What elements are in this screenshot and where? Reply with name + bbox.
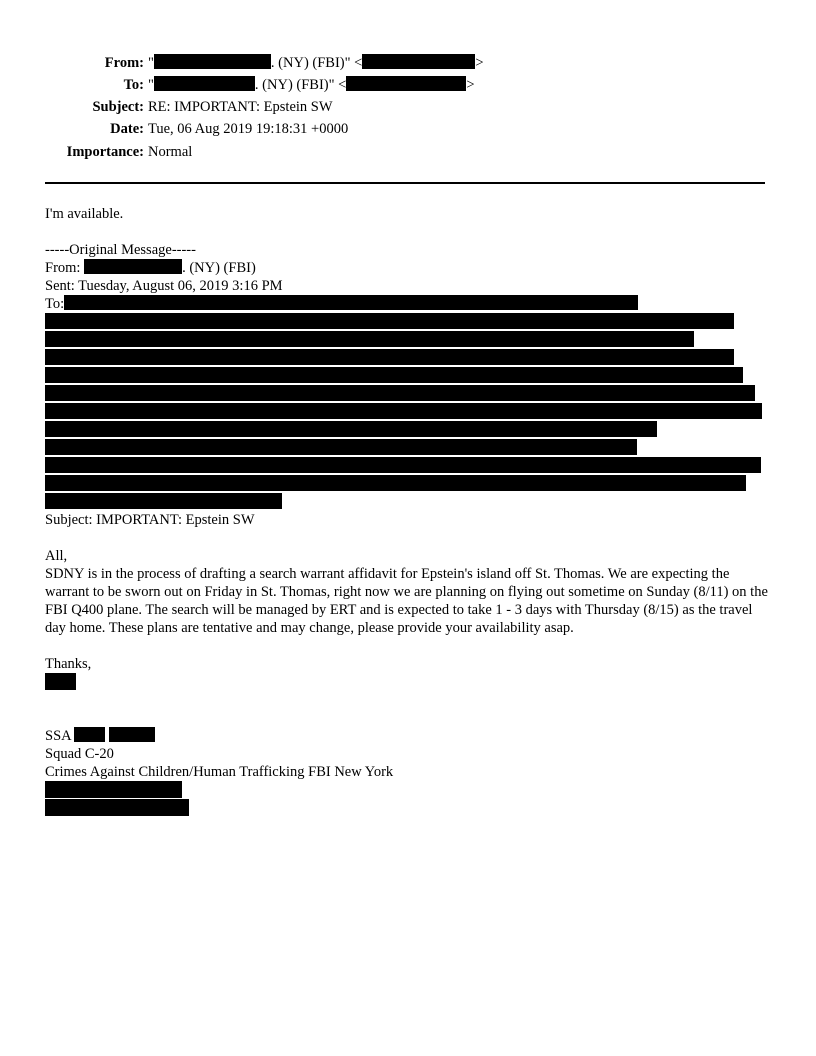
- redaction-block: [45, 367, 743, 383]
- original-from-line: From: . (NY) (FBI): [45, 260, 256, 276]
- original-subject-line: Subject: IMPORTANT: Epstein SW: [45, 512, 255, 528]
- header-to-label: To:: [123, 77, 144, 93]
- header-subject-row: [0, 98, 816, 116]
- redaction-box: [346, 76, 466, 91]
- original-sent-line: Sent: Tuesday, August 06, 2019 3:16 PM: [45, 278, 283, 294]
- redaction-block: [45, 331, 694, 347]
- redaction-block: [45, 673, 76, 690]
- header-subject-label: Subject:: [92, 99, 144, 115]
- redaction-block: [45, 781, 182, 798]
- signature-unit: Crimes Against Children/Human Trafficking FBI New York: [45, 764, 394, 780]
- header-divider: [45, 182, 765, 184]
- header-importance-label: Importance:: [66, 144, 144, 160]
- redaction-box: [74, 727, 105, 742]
- redaction-block: [45, 493, 282, 509]
- redaction-box: [154, 54, 271, 69]
- header-from-row: [0, 54, 816, 72]
- closing: Thanks,: [45, 656, 92, 672]
- redaction-box: [109, 727, 155, 742]
- original-message-divider: -----Original Message-----: [45, 242, 196, 258]
- header-date-label: Date:: [110, 121, 144, 137]
- header-to-row: [0, 76, 816, 94]
- signature-title-line: SSA: [45, 727, 775, 745]
- redaction-block: [45, 421, 657, 437]
- redaction-block: [45, 439, 637, 455]
- redaction-box: [154, 76, 255, 91]
- redaction-block: [45, 349, 734, 365]
- header-from-value: " . (NY) (FBI)" < >: [148, 55, 484, 71]
- greeting: All,: [45, 548, 68, 564]
- signature-squad: Squad C-20: [45, 746, 114, 762]
- header-from-label: From:: [104, 55, 144, 71]
- redaction-block: [45, 457, 761, 473]
- redaction-block: [45, 475, 746, 491]
- redaction-block: [45, 313, 734, 329]
- header-date-value: Tue, 06 Aug 2019 19:18:31 +0000: [148, 121, 349, 137]
- redaction-block: [45, 403, 762, 419]
- header-importance-row: [0, 143, 816, 161]
- header-importance-value: Normal: [148, 144, 193, 160]
- header-to-value: " . (NY) (FBI)" < >: [148, 77, 475, 93]
- message-body: SDNY is in the process of drafting a search warrant affidavit for Epstein's island off St. Thomas. We are expecting the warrant to be sworn out on Friday in St. Thomas, right now we are planning on flying out sometime on Sunday (8/11) on the FBI Q400 plane. The search will be managed by ERT and is expected to take 1 - 3 days with Thursday (8/15) as the travel day home. These plans are tentative and may change, please provide your availability asap.: [45, 566, 768, 636]
- redaction-block: [45, 799, 189, 816]
- redaction-block: [45, 385, 755, 401]
- header-date-row: [0, 120, 816, 138]
- redaction-box: [64, 295, 638, 310]
- original-to-line: To:: [45, 295, 775, 313]
- header-subject-value: RE: IMPORTANT: Epstein SW: [148, 99, 333, 115]
- redaction-box: [362, 54, 475, 69]
- reply-text: I'm available.: [45, 206, 124, 222]
- redaction-box: [84, 259, 182, 274]
